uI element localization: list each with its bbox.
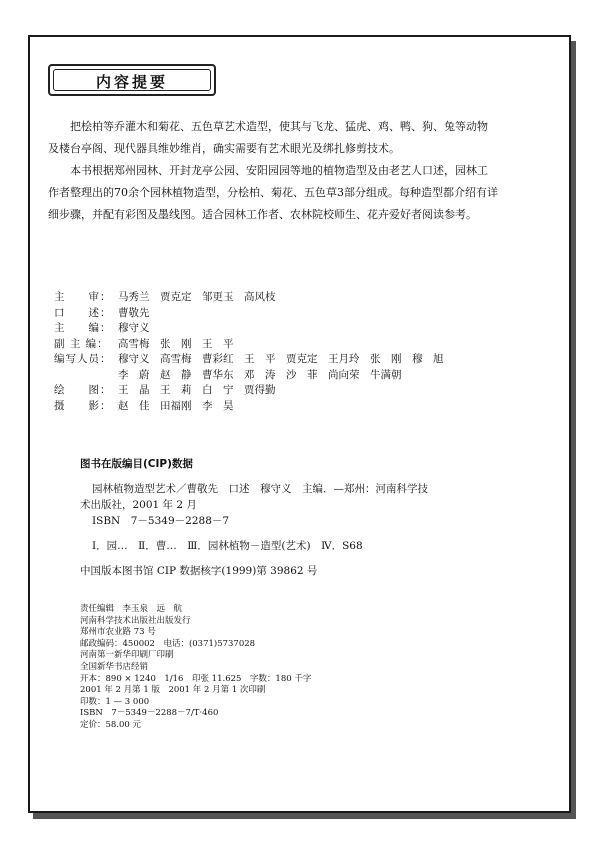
credit-row	[54, 306, 534, 322]
publication-line: 全国新华书店经销	[80, 661, 149, 672]
credit-row	[54, 368, 534, 384]
credit-role: 摄 影：	[54, 399, 112, 412]
publication-line: 开本：890 × 1240 1/16 印张 11.625 字数：180 千字	[80, 673, 312, 684]
summary-title: 内容提要	[95, 73, 168, 91]
publication-line: 郑州市农业路 73 号	[80, 627, 156, 638]
credit-names: 穆守义	[118, 322, 150, 334]
credit-names: 赵 佳 田福刚 李 昊	[118, 399, 234, 412]
summary-title-box	[48, 64, 216, 96]
cip-line: ISBN 7－5349－2288－7	[92, 515, 230, 527]
cip-line: 术出版社，2001 年 2 月	[80, 499, 197, 511]
credit-role: 主 编：	[54, 322, 112, 334]
summary-paragraph-1: 把桧柏等乔灌木和菊花、五色草艺术造型，使其与飞龙、猛虎、鸡、鸭、狗、兔等动物及楼台亭阁、现代器具维妙维肖，确实需要有艺术眼光及绑扎修剪技术。	[48, 120, 488, 155]
cip-classification: Ⅰ．园… Ⅱ．曹… Ⅲ．园林植物－造型(艺术) Ⅳ．S68	[92, 540, 363, 552]
credit-role: 副 主 编：	[54, 337, 109, 350]
credit-names: 穆守义 高雪梅 曹彩红 王 平 贾克定 王月玲 张 刚 穆 旭	[118, 353, 444, 365]
credit-role	[54, 368, 118, 384]
cip-line: 园林植物造型艺术／曹敬先 口述 穆守义 主编．—郑州：河南科学技	[92, 483, 428, 495]
credit-row	[54, 383, 534, 399]
publication-line: 河南第一新华印刷厂印刷	[80, 650, 174, 661]
publication-info	[80, 604, 380, 732]
credits-block	[54, 290, 534, 414]
credit-row	[54, 321, 534, 337]
credit-names: 高雪梅 张 刚 王 平	[118, 337, 234, 350]
credit-names: 曹敬先	[118, 306, 150, 319]
cip-entry	[80, 481, 500, 529]
credit-names: 马秀兰 贾克定 邹更玉 高风枝	[118, 291, 276, 303]
publication-line: 责任编辑 李玉泉 远 航	[80, 604, 183, 614]
credit-row	[54, 337, 534, 353]
credit-row	[54, 352, 534, 368]
credit-role: 口 述：	[54, 306, 112, 319]
publication-line: 印数：1 — 3 000	[80, 696, 150, 707]
credit-role: 绘 图：	[54, 384, 112, 396]
credit-role: 编写人员：	[54, 353, 112, 365]
cip-record-number: 中国版本图书馆 CIP 数据核字(1999)第 39862 号	[80, 565, 318, 577]
publication-line: 2001 年 2 月第 1 版 2001 年 2 月第 1 次印刷	[80, 685, 266, 696]
credit-names: 李 蔚 赵 静 曹华东 邓 涛 沙 菲 尚向荣 牛满朝	[118, 368, 402, 381]
cip-heading: 图书在版编目(CIP)数据	[80, 458, 193, 470]
credit-row	[54, 290, 534, 306]
publication-line: 邮政编码：450002 电话：(0371)5737028	[80, 638, 256, 649]
summary-paragraph-2: 本书根据郑州园林、开封龙亭公园、安阳园园等地的植物造型及由老艺人口述，园林工作者整理出的70余个园林植物造型，分桧柏、菊花、五色草3部分组成。每种造型都介绍有详细步骤，并配有彩图及墨线图。适合园林工作者、农林院校师生、花卉爱好者阅读参考。	[48, 164, 498, 221]
credit-role: 主 审：	[54, 291, 112, 303]
credit-row	[54, 399, 534, 415]
credit-names: 王 晶 王 莉 白 宁 贾得勤	[118, 384, 276, 396]
publication-line: ISBN 7－5349－2288－7/T·460	[80, 708, 219, 719]
publication-line: 河南科学技术出版社出版发行	[80, 615, 191, 626]
publication-line: 定价：58.00 元	[80, 719, 142, 730]
